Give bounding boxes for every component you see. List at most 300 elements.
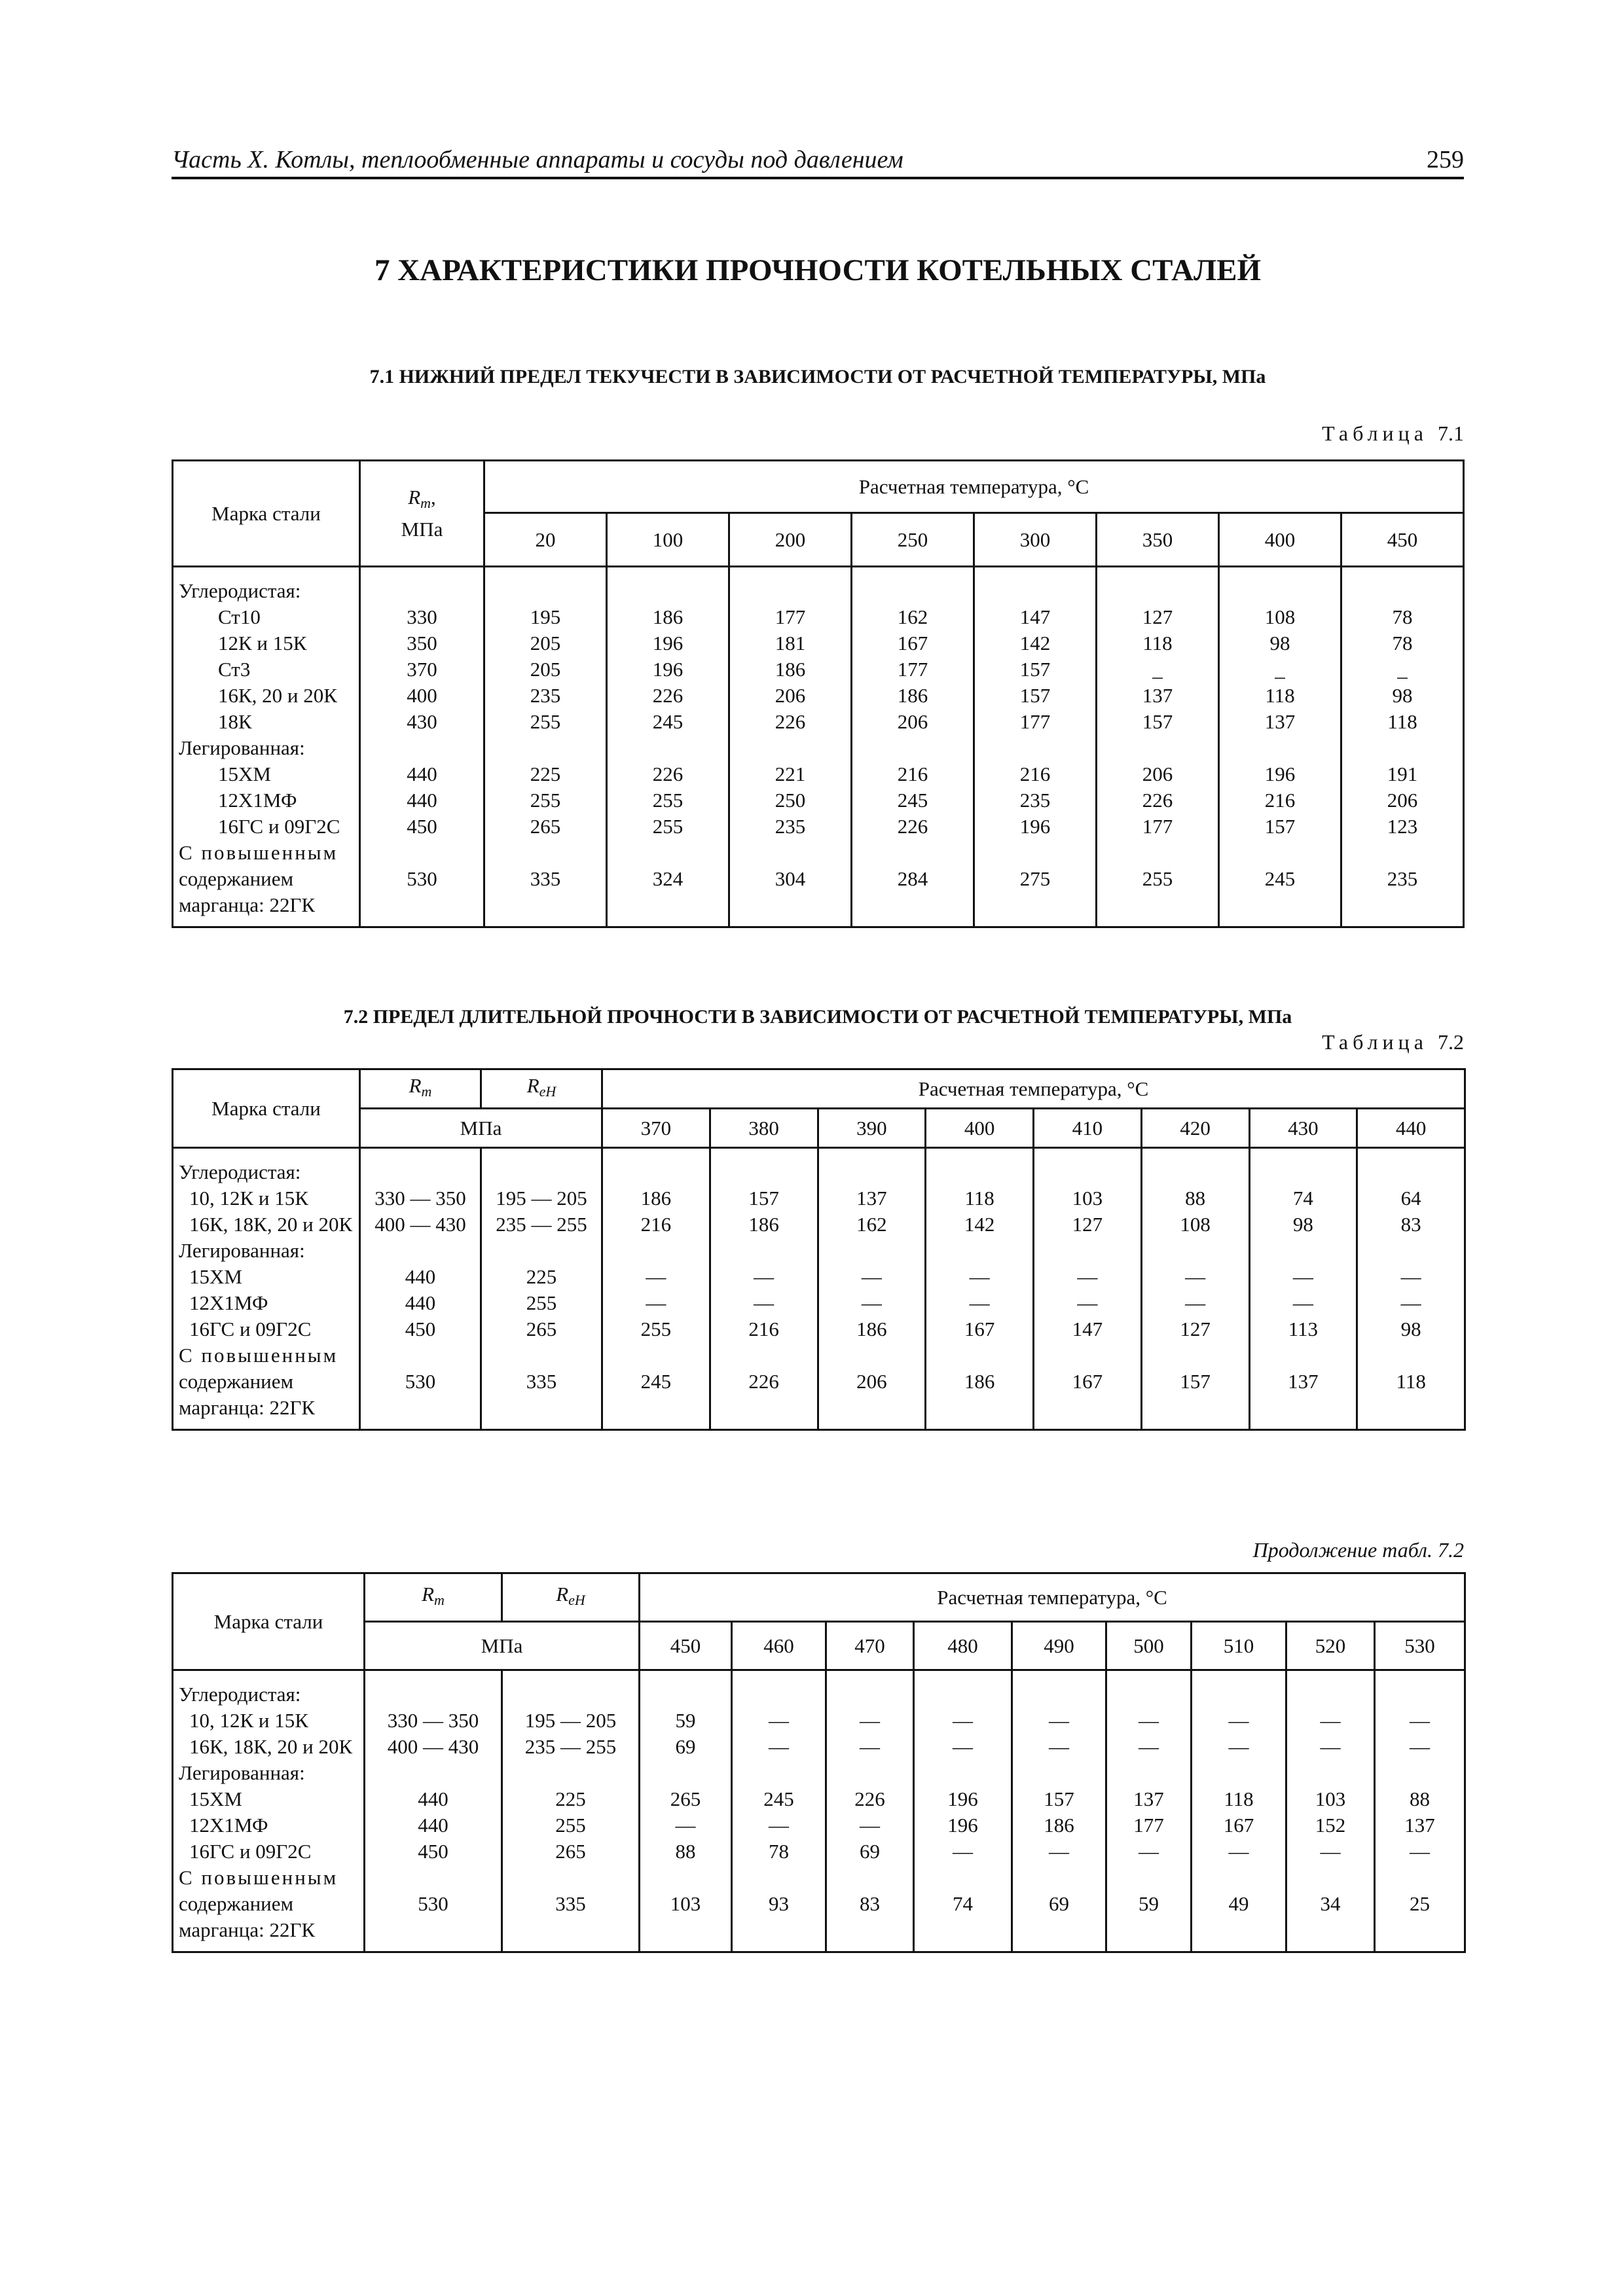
table-cell-value (1342, 735, 1463, 761)
temp-column-400 (1219, 567, 1341, 927)
table-cell-value: — (646, 1265, 666, 1288)
rm-value (365, 1917, 501, 1943)
table-cell-value (827, 1917, 913, 1943)
rm-value: 530 (407, 867, 437, 890)
table-cell-value (1287, 1917, 1374, 1943)
header-temp-300: 300 (974, 513, 1097, 567)
table-cell-value (640, 1917, 731, 1943)
table-cell-value: 265 (670, 1787, 701, 1810)
table-cell-value: 167 (1223, 1814, 1254, 1837)
table-cell-value (1220, 840, 1340, 866)
table-cell-value: 83 (860, 1892, 880, 1915)
steel-grade-name: 15ХМ (189, 1787, 242, 1810)
temp-column-380 (710, 1148, 818, 1430)
table-cell-value (1358, 1342, 1464, 1369)
reh-symbol: R (556, 1583, 569, 1605)
table-cell-value: — (1228, 1840, 1249, 1863)
rm-value (365, 1865, 501, 1891)
table-cell-value (852, 735, 973, 761)
table-cell-value: 34 (1320, 1892, 1341, 1915)
table-cell-value: 221 (775, 762, 806, 785)
header-temp-400: 400 (926, 1109, 1034, 1148)
steel-grade-name: С повышенным (179, 1866, 338, 1889)
rm-value: 440 (407, 762, 437, 785)
table-cell-value: 181 (775, 632, 806, 655)
table-cell-value: 152 (1315, 1814, 1346, 1837)
table-cell-value: 113 (1288, 1318, 1319, 1340)
table-cell-value: 265 (530, 815, 561, 838)
temp-column-450 (1341, 567, 1464, 927)
rm-value: 440 (405, 1291, 436, 1314)
table-cell-value: 196 (1264, 762, 1296, 785)
table-cell-value (1013, 1917, 1105, 1943)
header-temp-470: 470 (826, 1622, 914, 1670)
table-cell-value: 186 (775, 658, 806, 681)
header-unit-mpa: МПа (365, 1622, 640, 1670)
table-cell-value: 235 (1019, 789, 1051, 812)
table-cell-value (733, 1760, 825, 1786)
table-cell-value (1342, 578, 1463, 604)
header-temp-410: 410 (1034, 1109, 1142, 1148)
rm-value: 400 — 430 (387, 1735, 479, 1758)
steel-grade-name: Ст3 (218, 658, 251, 681)
table-cell-value: 196 (652, 632, 684, 655)
table-label-word: Таблица (1322, 1030, 1428, 1054)
table-label-number: 7.2 (1438, 1030, 1464, 1054)
table-cell-value (1097, 840, 1218, 866)
table-cell-value (1013, 1865, 1105, 1891)
table-cell-value: — (1139, 1840, 1159, 1863)
table-cell-value: 177 (1019, 710, 1051, 733)
table-cell-value: — (769, 1709, 789, 1732)
table-cell-value: 186 (856, 1318, 887, 1340)
temp-column-200 (729, 567, 852, 927)
table-cell-value (1250, 1159, 1357, 1185)
header-reh (481, 1069, 602, 1109)
table-cell-value: 167 (897, 632, 928, 655)
table-cell-value: — (1077, 1265, 1098, 1288)
table-cell-value: 196 (652, 658, 684, 681)
table-cell-value: 206 (775, 684, 806, 707)
table-cell-value: 157 (1142, 710, 1173, 733)
steel-grade-name: С повышенным (179, 841, 338, 864)
table-cell-value (733, 1917, 825, 1943)
table-cell-value: 127 (1142, 605, 1173, 628)
table-cell-value: 216 (640, 1213, 672, 1236)
reh-value (482, 1159, 601, 1185)
table-cell-value (485, 735, 606, 761)
steel-grade-name: 12Х1МФ (218, 789, 297, 812)
table-cell-value: 162 (897, 605, 928, 628)
header-rm (365, 1573, 502, 1622)
table-label-7-1 (1322, 422, 1464, 446)
table-cell-value (1192, 1760, 1285, 1786)
temp-column-250 (852, 567, 974, 927)
table-cell-value: 157 (1019, 684, 1051, 707)
table-cell-value (819, 1159, 925, 1185)
table-cell-value: — (861, 1265, 882, 1288)
rm-value: 440 (418, 1814, 448, 1837)
rm-subscript: m (434, 1592, 445, 1608)
table-cell-value: 59 (675, 1709, 696, 1732)
table-cell-value: — (769, 1735, 789, 1758)
table-cell-value: 186 (652, 605, 684, 628)
table-cell-value: 127 (1072, 1213, 1103, 1236)
reh-column (481, 1148, 602, 1430)
steel-grade-name: содержанием (179, 1370, 294, 1393)
table-cell-value (926, 1159, 1032, 1185)
rm-symbol: R (422, 1583, 435, 1605)
table-cell-value: 118 (964, 1187, 994, 1210)
table-cell-value: — (1400, 1291, 1421, 1314)
header-steel-grade: Марка стали (173, 1069, 360, 1148)
table-cell-value: 235 (775, 815, 806, 838)
table-cell-value: 103 (670, 1892, 701, 1915)
reh-value (503, 1865, 638, 1891)
table-cell-value (827, 1865, 913, 1891)
table-cell-value: 108 (1180, 1213, 1211, 1236)
steel-grade-name: марганца: 22ГК (179, 1918, 316, 1941)
table-cell-value: 78 (769, 1840, 789, 1863)
table-cell-value (1358, 1238, 1464, 1264)
section-title-7-1: 7.1 НИЖНИЙ ПРЕДЕЛ ТЕКУЧЕСТИ В ЗАВИСИМОСТИ ОТ РАСЧЕТНОЙ ТЕМПЕРАТУРЫ, МПа (369, 366, 1266, 387)
header-rm (360, 1069, 481, 1109)
table-cell-value (485, 840, 606, 866)
table-cell-value: 69 (1049, 1892, 1069, 1915)
rm-value: 400 — 430 (374, 1213, 466, 1236)
table-cell-value: 157 (1044, 1787, 1074, 1810)
steel-grade-name: содержанием (179, 1892, 294, 1915)
section-title-7-2: 7.2 ПРЕДЕЛ ДЛИТЕЛЬНОЙ ПРОЧНОСТИ В ЗАВИСИМОСТИ ОТ РАСЧЕТНОЙ ТЕМПЕРАТУРЫ, МПа (343, 1006, 1292, 1028)
steel-grade-column (173, 1148, 360, 1430)
table-cell-value: — (754, 1291, 775, 1314)
table-cell-value (1250, 1342, 1357, 1369)
header-design-temperature: Расчетная температура, °С (602, 1069, 1465, 1109)
running-header (172, 145, 1464, 174)
reh-subscript: eH (568, 1592, 585, 1608)
table-cell-value (926, 1395, 1032, 1421)
rm-value: 330 — 350 (387, 1709, 479, 1732)
reh-value: 335 (526, 1370, 557, 1393)
table-cell-value: 196 (947, 1814, 978, 1837)
table-cell-value: 142 (964, 1213, 995, 1236)
header-rm (360, 461, 484, 567)
steel-grade-name: 15ХМ (218, 762, 271, 785)
table-cell-value (603, 1238, 709, 1264)
reh-value: 235 — 255 (496, 1213, 587, 1236)
table-cell-value: — (1049, 1735, 1069, 1758)
rm-value: 440 (418, 1787, 448, 1810)
table-cell-value: 83 (1400, 1213, 1421, 1236)
table-cell-value: _ (1152, 658, 1163, 681)
table-cell-value (1376, 1681, 1464, 1708)
table-cell-value (711, 1159, 817, 1185)
table-cell-value: — (953, 1840, 973, 1863)
table-cell-value: — (646, 1291, 666, 1314)
table-label-7-2 (1322, 1030, 1464, 1054)
table-cell-value: 118 (1224, 1787, 1254, 1810)
table-cell-value: — (1400, 1265, 1421, 1288)
table-cell-value: 147 (1019, 605, 1051, 628)
header-temp-200: 200 (729, 513, 852, 567)
header-reh (502, 1573, 640, 1622)
rm-comma: , (431, 486, 436, 509)
table-cell-value (1250, 1238, 1357, 1264)
table-cell-value (1107, 1760, 1190, 1786)
reh-subscript: eH (539, 1083, 556, 1100)
table-cell-value (608, 892, 728, 918)
table-cell-value: 216 (748, 1318, 779, 1340)
table-cell-value (1192, 1865, 1285, 1891)
table-cell-value: 324 (652, 867, 684, 890)
header-temp-490: 490 (1012, 1622, 1106, 1670)
steel-grade-name: марганца: 22ГК (179, 1396, 316, 1419)
table-cell-value (1034, 1238, 1140, 1264)
rm-value (361, 1395, 480, 1421)
steel-grade-name: 10, 12К и 15К (189, 1187, 308, 1210)
table-cell-value (1097, 892, 1218, 918)
rm-value (361, 735, 483, 761)
table-cell-value (975, 735, 1095, 761)
table-cell-value: 226 (652, 684, 684, 707)
table-cell-value (640, 1681, 731, 1708)
rm-value: 370 (407, 658, 437, 681)
rm-value: 330 (407, 605, 437, 628)
temp-column-520 (1286, 1670, 1375, 1952)
steel-grade-name: 12Х1МФ (189, 1291, 268, 1314)
table-cell-value (975, 578, 1095, 604)
table-cell-value (926, 1238, 1032, 1264)
table-cell-value: 255 (1142, 867, 1173, 890)
table-cell-value: 157 (748, 1187, 779, 1210)
temp-column-410 (1034, 1148, 1142, 1430)
table-cell-value: 88 (1410, 1787, 1431, 1810)
rm-value: 350 (407, 632, 437, 655)
table-cell-value (915, 1917, 1011, 1943)
table-cell-value: 216 (1019, 762, 1051, 785)
table-cell-value: 245 (640, 1370, 672, 1393)
table-cell-value: 216 (897, 762, 928, 785)
table-cell-value (1376, 1917, 1464, 1943)
table-cell-value: — (1410, 1735, 1431, 1758)
table-cell-value: 127 (1180, 1318, 1211, 1340)
table-cell-value: _ (1397, 658, 1408, 681)
steel-grade-name: 12Х1МФ (189, 1814, 268, 1837)
rm-value: 440 (407, 789, 437, 812)
reh-value (503, 1681, 638, 1708)
rm-subscript: m (420, 495, 431, 511)
steel-grade-name: 16ГС и 09Г2С (189, 1840, 312, 1863)
reh-value: 195 — 205 (524, 1709, 617, 1732)
table-cell-value: 78 (1392, 632, 1413, 655)
table-cell-value (1142, 1159, 1249, 1185)
table-cell-value (1034, 1159, 1140, 1185)
header-design-temperature: Расчетная температура, °С (640, 1573, 1465, 1622)
table-cell-value: — (953, 1709, 973, 1732)
table-cell-value: 226 (775, 710, 806, 733)
table-cell-value: 206 (1387, 789, 1418, 812)
table-cell-value (1287, 1681, 1374, 1708)
reh-value: 265 (526, 1318, 557, 1340)
rm-value (361, 1238, 480, 1264)
table-cell-value: 206 (856, 1370, 887, 1393)
header-temp-370: 370 (602, 1109, 710, 1148)
table-cell-value: 235 (530, 684, 561, 707)
header-temp-20: 20 (484, 513, 607, 567)
table-cell-value (640, 1865, 731, 1891)
table-cell-value: 186 (964, 1370, 995, 1393)
reh-column (502, 1670, 640, 1952)
table-cell-value: — (1185, 1265, 1206, 1288)
table-cell-value (1013, 1760, 1105, 1786)
table-cell-value: 186 (640, 1187, 672, 1210)
steel-grade-name: Углеродистая: (179, 579, 301, 602)
rm-column (360, 1148, 481, 1430)
rm-unit: МПа (401, 518, 443, 541)
temp-column-300 (974, 567, 1097, 927)
header-steel-grade: Марка стали (173, 1573, 365, 1670)
table-cell-value: 147 (1072, 1318, 1103, 1340)
table-cell-value: — (860, 1709, 880, 1732)
table-cell-value: 245 (652, 710, 684, 733)
table-cell-value (975, 840, 1095, 866)
steel-grade-name: Ст10 (218, 605, 261, 628)
steel-grade-name: 18К (218, 710, 252, 733)
table-cell-value (485, 578, 606, 604)
steel-grade-name: 16ГС и 09Г2С (189, 1318, 312, 1340)
table-cell-value: — (1139, 1709, 1159, 1732)
steel-grade-name: 15ХМ (189, 1265, 242, 1288)
steel-grade-column (173, 567, 360, 927)
table-cell-value: — (1077, 1291, 1098, 1314)
steel-grade-name: Легированная: (179, 1761, 305, 1784)
rm-value: 330 — 350 (374, 1187, 466, 1210)
table-cell-value: 118 (1387, 710, 1417, 733)
table-cell-value: 206 (897, 710, 928, 733)
table-cell-value: 245 (763, 1787, 794, 1810)
table-cell-value (1287, 1865, 1374, 1891)
table-label-number: 7.1 (1438, 422, 1464, 445)
table-cell-value: 137 (1264, 710, 1296, 733)
table-cell-value: 137 (1133, 1787, 1164, 1810)
table-cell-value (1192, 1681, 1285, 1708)
temp-column-390 (818, 1148, 926, 1430)
table-cell-value (819, 1395, 925, 1421)
table-cell-value: 157 (1180, 1370, 1211, 1393)
table-cell-value (603, 1159, 709, 1185)
table-cell-value: 245 (897, 789, 928, 812)
temp-column-370 (602, 1148, 710, 1430)
table-cell-value: 226 (897, 815, 928, 838)
reh-value: 335 (555, 1892, 586, 1915)
temp-column-430 (1249, 1148, 1357, 1430)
table-cell-value: 157 (1019, 658, 1051, 681)
table-cell-value (852, 892, 973, 918)
table-cell-value: 118 (1396, 1370, 1426, 1393)
rm-value (361, 1342, 480, 1369)
table-cell-value: — (1185, 1291, 1206, 1314)
table-cell-value: 196 (1019, 815, 1051, 838)
rm-value (365, 1681, 501, 1708)
rm-column (360, 567, 484, 927)
table-cell-value (730, 892, 850, 918)
table-cell-value (915, 1760, 1011, 1786)
table-cell-value: — (1139, 1735, 1159, 1758)
table-cell-value: — (1410, 1709, 1431, 1732)
table-cell-value (827, 1681, 913, 1708)
table-cell-value: 186 (748, 1213, 779, 1236)
table-cell-value: 167 (1072, 1370, 1103, 1393)
table-cell-value: 167 (964, 1318, 995, 1340)
table-cell-value (852, 840, 973, 866)
table-cell-value (711, 1395, 817, 1421)
table-cell-value (926, 1342, 1032, 1369)
table-cell-value: 137 (856, 1187, 887, 1210)
table-cell-value: 250 (775, 789, 806, 812)
table-cell-value (1358, 1159, 1464, 1185)
table-cell-value (1013, 1681, 1105, 1708)
table-cell-value: 98 (1400, 1318, 1421, 1340)
header-temp-420: 420 (1141, 1109, 1249, 1148)
table-cell-value (730, 578, 850, 604)
table-cell-value (915, 1681, 1011, 1708)
table-cell-value: — (754, 1265, 775, 1288)
header-rule (172, 177, 1464, 179)
reh-value: 235 — 255 (524, 1735, 617, 1758)
rm-value (361, 1159, 480, 1185)
reh-value (482, 1395, 601, 1421)
table-cell-value (1034, 1395, 1140, 1421)
reh-value: 265 (555, 1840, 586, 1863)
rm-value (361, 892, 483, 918)
table-cell-value (819, 1342, 925, 1369)
table-cell-value (608, 578, 728, 604)
table-cell-value: 142 (1019, 632, 1051, 655)
table-cell-value (1376, 1865, 1464, 1891)
table-cell-value: 137 (1288, 1370, 1319, 1393)
table-cell-value: 235 (1387, 867, 1418, 890)
table-cell-value (1107, 1681, 1190, 1708)
table-cell-value: 118 (1142, 632, 1173, 655)
table-cell-value: — (1320, 1709, 1341, 1732)
table-cell-value: 177 (897, 658, 928, 681)
reh-value: 255 (526, 1291, 557, 1314)
table-cell-value: — (1228, 1735, 1249, 1758)
temp-column-500 (1106, 1670, 1192, 1952)
table-cell-value: 284 (897, 867, 928, 890)
table-cell-value: 255 (640, 1318, 672, 1340)
table-cell-value: 64 (1400, 1187, 1421, 1210)
table-cell-value (608, 735, 728, 761)
table-cell-value: 69 (675, 1735, 696, 1758)
table-cell-value: 49 (1228, 1892, 1249, 1915)
header-unit-mpa: МПа (360, 1109, 602, 1148)
table-cell-value (730, 735, 850, 761)
table-cell-value: 186 (897, 684, 928, 707)
reh-value (482, 1342, 601, 1369)
rm-value (361, 578, 483, 604)
rm-value: 450 (407, 815, 437, 838)
temp-column-470 (826, 1670, 914, 1952)
temp-column-440 (1357, 1148, 1465, 1430)
table-cell-value: — (1320, 1735, 1341, 1758)
table-cell-value (603, 1395, 709, 1421)
header-temp-250: 250 (852, 513, 974, 567)
table-cell-value (1376, 1760, 1464, 1786)
temp-column-480 (914, 1670, 1012, 1952)
temp-column-20 (484, 567, 607, 927)
header-temp-500: 500 (1106, 1622, 1192, 1670)
